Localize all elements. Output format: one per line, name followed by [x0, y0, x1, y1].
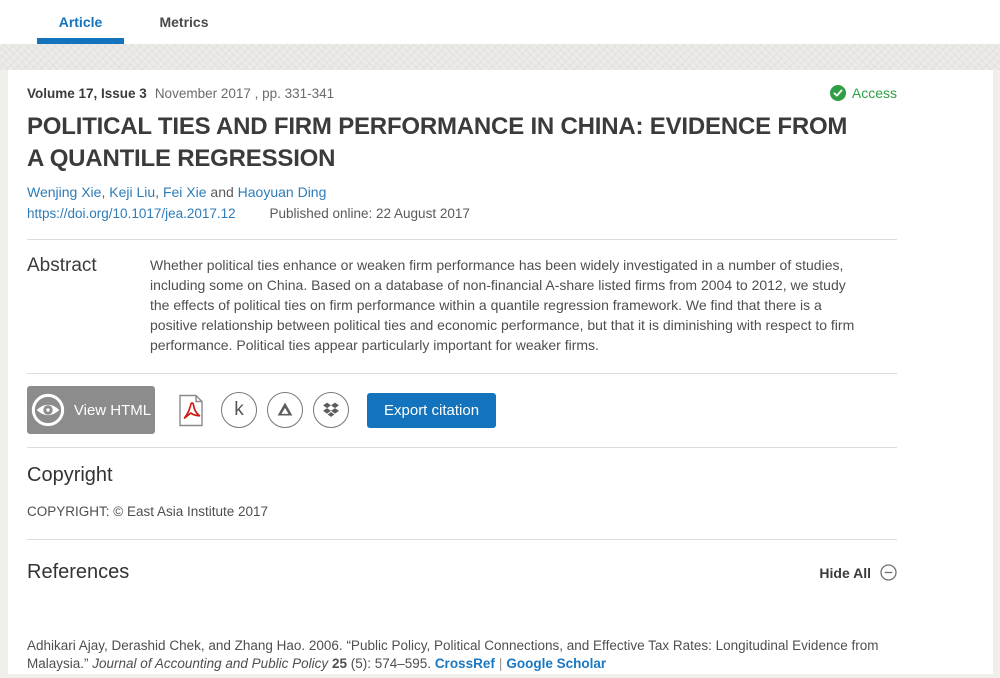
- reference-journal: Journal of Accounting and Public Policy: [92, 656, 329, 671]
- author-and: and: [210, 184, 234, 200]
- copyright-text: COPYRIGHT: © East Asia Institute 2017: [27, 504, 269, 519]
- abstract-label: Abstract: [27, 255, 97, 276]
- article-actions: [27, 386, 897, 434]
- google-drive-icon[interactable]: [267, 392, 303, 428]
- link-separator: |: [498, 656, 503, 671]
- author-separator: ,: [101, 184, 106, 200]
- dropbox-icon[interactable]: [313, 392, 349, 428]
- published-online: Published online: 22 August 2017: [269, 206, 470, 221]
- divider: [27, 447, 897, 448]
- kindle-letter: k: [234, 399, 244, 420]
- volume-issue-link[interactable]: Volume 17, Issue 3: [27, 85, 147, 101]
- reference-item: [27, 637, 897, 678]
- view-html-button[interactable]: [27, 386, 155, 434]
- author-separator: ,: [155, 184, 160, 200]
- references-heading: References: [27, 561, 130, 583]
- reference-volume: 25: [331, 656, 347, 671]
- issue-meta-row: [27, 85, 897, 101]
- abstract-section: [27, 240, 897, 373]
- doi-row: [27, 206, 897, 221]
- hide-all-label: Hide All: [819, 564, 871, 581]
- author-link-4[interactable]: Haoyuan Ding: [237, 184, 327, 200]
- abstract-text: Whether political ties enhance or weaken firm performance has been widely investigated in a number of studies, including some on China. Based on a database of non-financial A-share listed firms from 2004 to 2012, we study the effects of political ties on firm performance within a quantile regression framework. We find that there is a positive relationship between political ties and economic performance, but that it is diminishing with respect to firm performance. Political ties appear particularly important for weaker firms.: [150, 257, 855, 353]
- view-html-label: View HTML: [73, 401, 152, 419]
- article-tabbar: [0, 0, 1000, 44]
- issue-date-pages: November 2017 , pp. 331-341: [154, 85, 335, 101]
- send-to-kindle-icon[interactable]: [221, 392, 257, 428]
- divider: [27, 539, 897, 540]
- access-check-icon: [830, 85, 846, 101]
- collapse-minus-icon: [880, 564, 897, 581]
- doi-link[interactable]: https://doi.org/10.1017/jea.2017.12: [27, 206, 236, 221]
- crossref-link[interactable]: CrossRef: [434, 656, 495, 671]
- tab-article[interactable]: Article: [58, 14, 103, 30]
- access-badge[interactable]: [830, 85, 897, 101]
- authors-line: [27, 184, 897, 200]
- tab-metrics[interactable]: Metrics: [159, 14, 209, 30]
- article-card: [8, 70, 993, 674]
- copyright-heading: Copyright: [27, 464, 113, 486]
- author-link-1[interactable]: Wenjing Xie: [27, 184, 102, 200]
- pdf-icon[interactable]: [178, 394, 204, 427]
- reference-pages: (5): 574–595.: [350, 656, 432, 671]
- export-citation-button[interactable]: Export citation: [367, 393, 496, 428]
- reference-citation: Adhikari Ajay, Derashid Chek, and Zhang Hao. 2006. “Public Policy, Political Connections, and Effective Tax Rates: Longitudinal Evidence from Malaysia.”: [27, 638, 879, 671]
- references-header: [27, 561, 897, 584]
- article-title: POLITICAL TIES AND FIRM PERFORMANCE IN CHINA: EVIDENCE FROM A QUANTILE REGRESSION: [27, 113, 848, 172]
- author-link-3[interactable]: Fei Xie: [162, 184, 207, 200]
- author-link-2[interactable]: Keji Liu: [109, 184, 156, 200]
- hide-all-button[interactable]: [819, 564, 897, 581]
- access-label: Access: [851, 85, 897, 101]
- google-scholar-link[interactable]: Google Scholar: [506, 656, 607, 671]
- divider: [27, 373, 897, 374]
- textured-background-band: [0, 44, 1000, 70]
- eye-icon: [31, 393, 65, 427]
